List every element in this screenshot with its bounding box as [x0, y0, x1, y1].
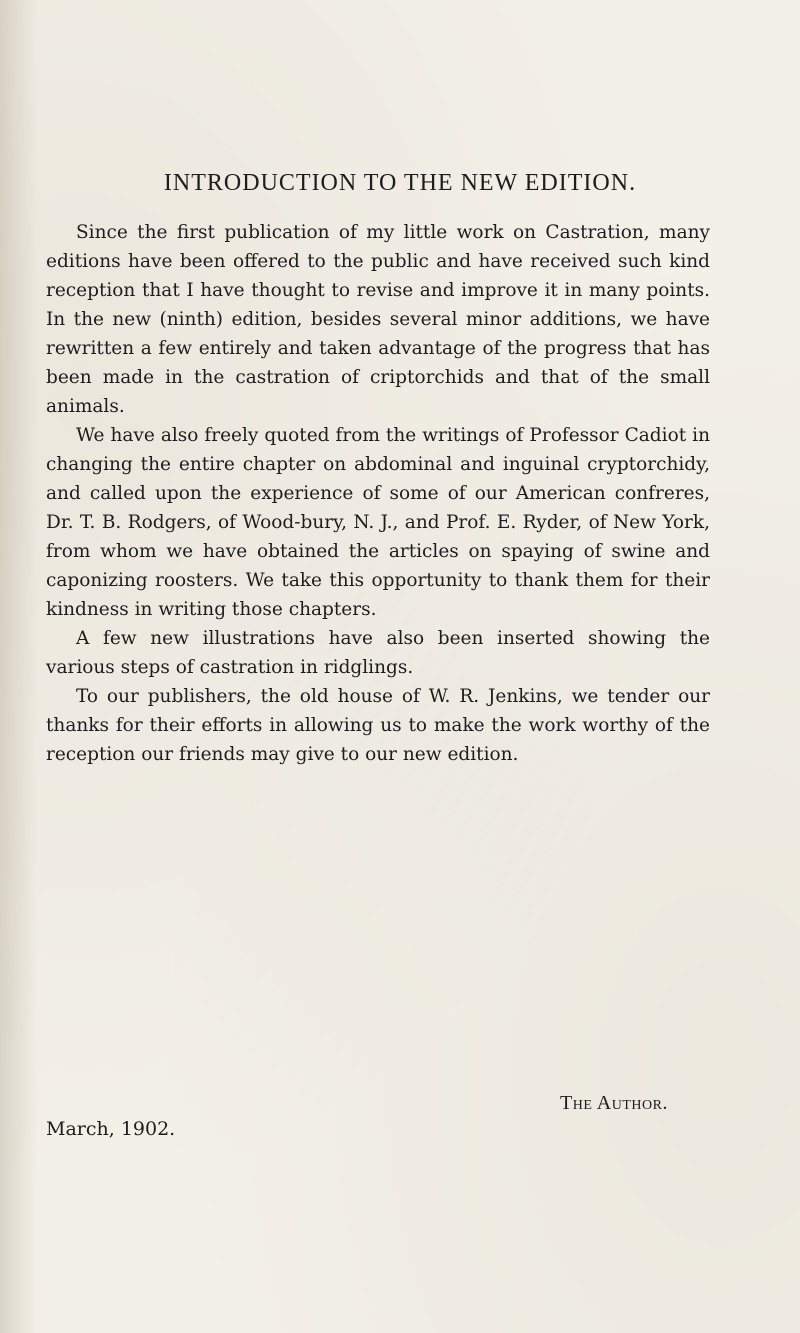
body-text: [46, 218, 710, 769]
page-title: INTRODUCTION TO THE NEW EDITION.: [163, 170, 637, 196]
paragraph-3: A few new illustrations have also been inserted showing the various steps of castration in ridglings.: [46, 628, 710, 678]
page-edge-shadow: [0, 0, 38, 1333]
date-line: March, 1902.: [46, 1118, 176, 1140]
paragraph-4: To our publishers, the old house of W. R. Jenkins, we tender our thanks for their efforts in allowing us to make the work worthy of the reception our friends may give to our new edition.: [46, 686, 710, 765]
paragraph-1: Since the first publication of my little work on Castration, many editions have been offered to the public and have received such kind reception that I have thought to revise and improve it in many points. In the new (ninth) edition, besides several minor additions, we have rewritten a few entirely and taken advantage of the progress that has been made in the castration of criptorchids and that of the small animals.: [46, 222, 710, 417]
author-signature: The Author.: [560, 1092, 668, 1114]
paragraph-2: We have also freely quoted from the writings of Professor Cadiot in changing the entire chapter on abdominal and inguinal cryptorchidy, and called upon the experience of some of our American confreres, Dr. T. B. Rodgers, of Wood-bury, N. J., and Prof. E. Ryder, of New York, from whom we have obtained the articles on spaying of swine and caponizing roosters. We take this opportunity to thank them for their kindness in writing those chapters.: [46, 425, 710, 620]
